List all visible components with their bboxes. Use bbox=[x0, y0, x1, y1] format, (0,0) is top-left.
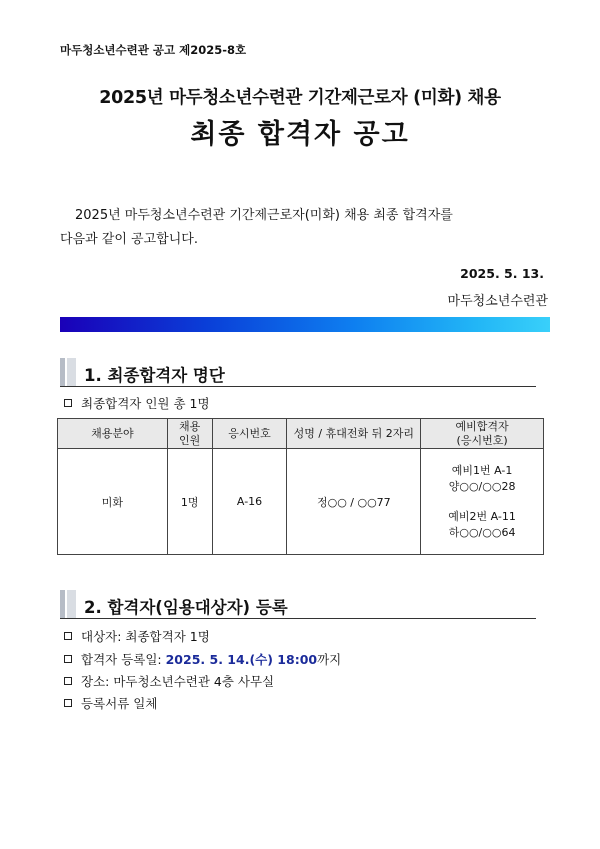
notice-date: 2025. 5. 13. bbox=[460, 266, 544, 281]
section-marker bbox=[67, 590, 76, 618]
header-field: 채용분야 bbox=[58, 419, 168, 449]
bullet-reg-date bbox=[64, 650, 341, 668]
square-bullet-icon bbox=[64, 699, 72, 707]
table-header-row bbox=[58, 419, 544, 449]
header-reserve-line1: 예비합격자 bbox=[455, 419, 509, 433]
section1-title: 1. 최종합격자 명단 bbox=[84, 366, 225, 385]
document-number: 마두청소년수련관 공고 제2025-8호 bbox=[60, 43, 247, 57]
bullet-target bbox=[64, 627, 210, 645]
bullet-place bbox=[64, 672, 274, 690]
cell-exam-no: A-16 bbox=[212, 449, 287, 555]
section1-bullet bbox=[64, 394, 210, 412]
reserve1-name: 양○○/○○28 bbox=[448, 479, 516, 493]
header-name-phone: 성명 / 휴대전화 뒤 2자리 bbox=[287, 419, 421, 449]
section-marker bbox=[67, 358, 76, 386]
intro-line-2: 다음과 같이 공고합니다. bbox=[60, 232, 198, 247]
total-count-text: 최종합격자 인원 총 1명 bbox=[81, 396, 210, 411]
title-line-1: 2025년 마두청소년수련관 기간제근로자 (미화) 채용 bbox=[99, 88, 501, 108]
square-bullet-icon bbox=[64, 655, 72, 663]
reg-date-suffix: 까지 bbox=[317, 652, 342, 667]
square-bullet-icon bbox=[64, 399, 72, 407]
square-bullet-icon bbox=[64, 677, 72, 685]
place-text: 장소: 마두청소년수련관 4층 사무실 bbox=[81, 674, 275, 689]
intro-line-1: 2025년 마두청소년수련관 기간제근로자(미화) 채용 최종 합격자를 bbox=[75, 208, 453, 223]
gradient-divider bbox=[60, 317, 550, 332]
header-exam-no: 응시번호 bbox=[212, 419, 287, 449]
bullet-documents bbox=[64, 694, 157, 712]
header-reserve bbox=[421, 419, 544, 449]
cell-reserve bbox=[421, 449, 544, 555]
header-count-line2: 인원 bbox=[179, 433, 201, 447]
reg-date-value: 2025. 5. 14.(수) 18:00 bbox=[165, 652, 318, 667]
section1-heading bbox=[60, 358, 536, 387]
cell-count: 1명 bbox=[167, 449, 212, 555]
section-marker bbox=[60, 358, 65, 386]
reserve2-label: 예비2번 A-11 bbox=[448, 509, 516, 523]
documents-text: 등록서류 일체 bbox=[81, 696, 158, 711]
title-line-2: 최종 합격자 공고 bbox=[190, 119, 410, 150]
section2-title: 2. 합격자(임용대상자) 등록 bbox=[84, 598, 288, 617]
reg-date-prefix: 합격자 등록일: bbox=[81, 652, 166, 667]
reserve1-label: 예비1번 A-1 bbox=[451, 463, 513, 477]
organization-name: 마두청소년수련관 bbox=[447, 294, 548, 309]
target-text: 대상자: 최종합격자 1명 bbox=[81, 629, 210, 644]
finalist-table bbox=[57, 418, 544, 555]
section-marker bbox=[60, 590, 65, 618]
reserve2-name: 하○○/○○64 bbox=[448, 525, 516, 539]
header-count bbox=[167, 419, 212, 449]
cell-field: 미화 bbox=[58, 449, 168, 555]
header-count-line1: 채용 bbox=[179, 419, 201, 433]
cell-name-phone: 정○○ / ○○77 bbox=[287, 449, 421, 555]
section2-heading bbox=[60, 590, 536, 619]
square-bullet-icon bbox=[64, 632, 72, 640]
table-row bbox=[58, 449, 544, 555]
intro-paragraph bbox=[60, 204, 550, 252]
header-reserve-line2: (응시번호) bbox=[456, 433, 508, 447]
